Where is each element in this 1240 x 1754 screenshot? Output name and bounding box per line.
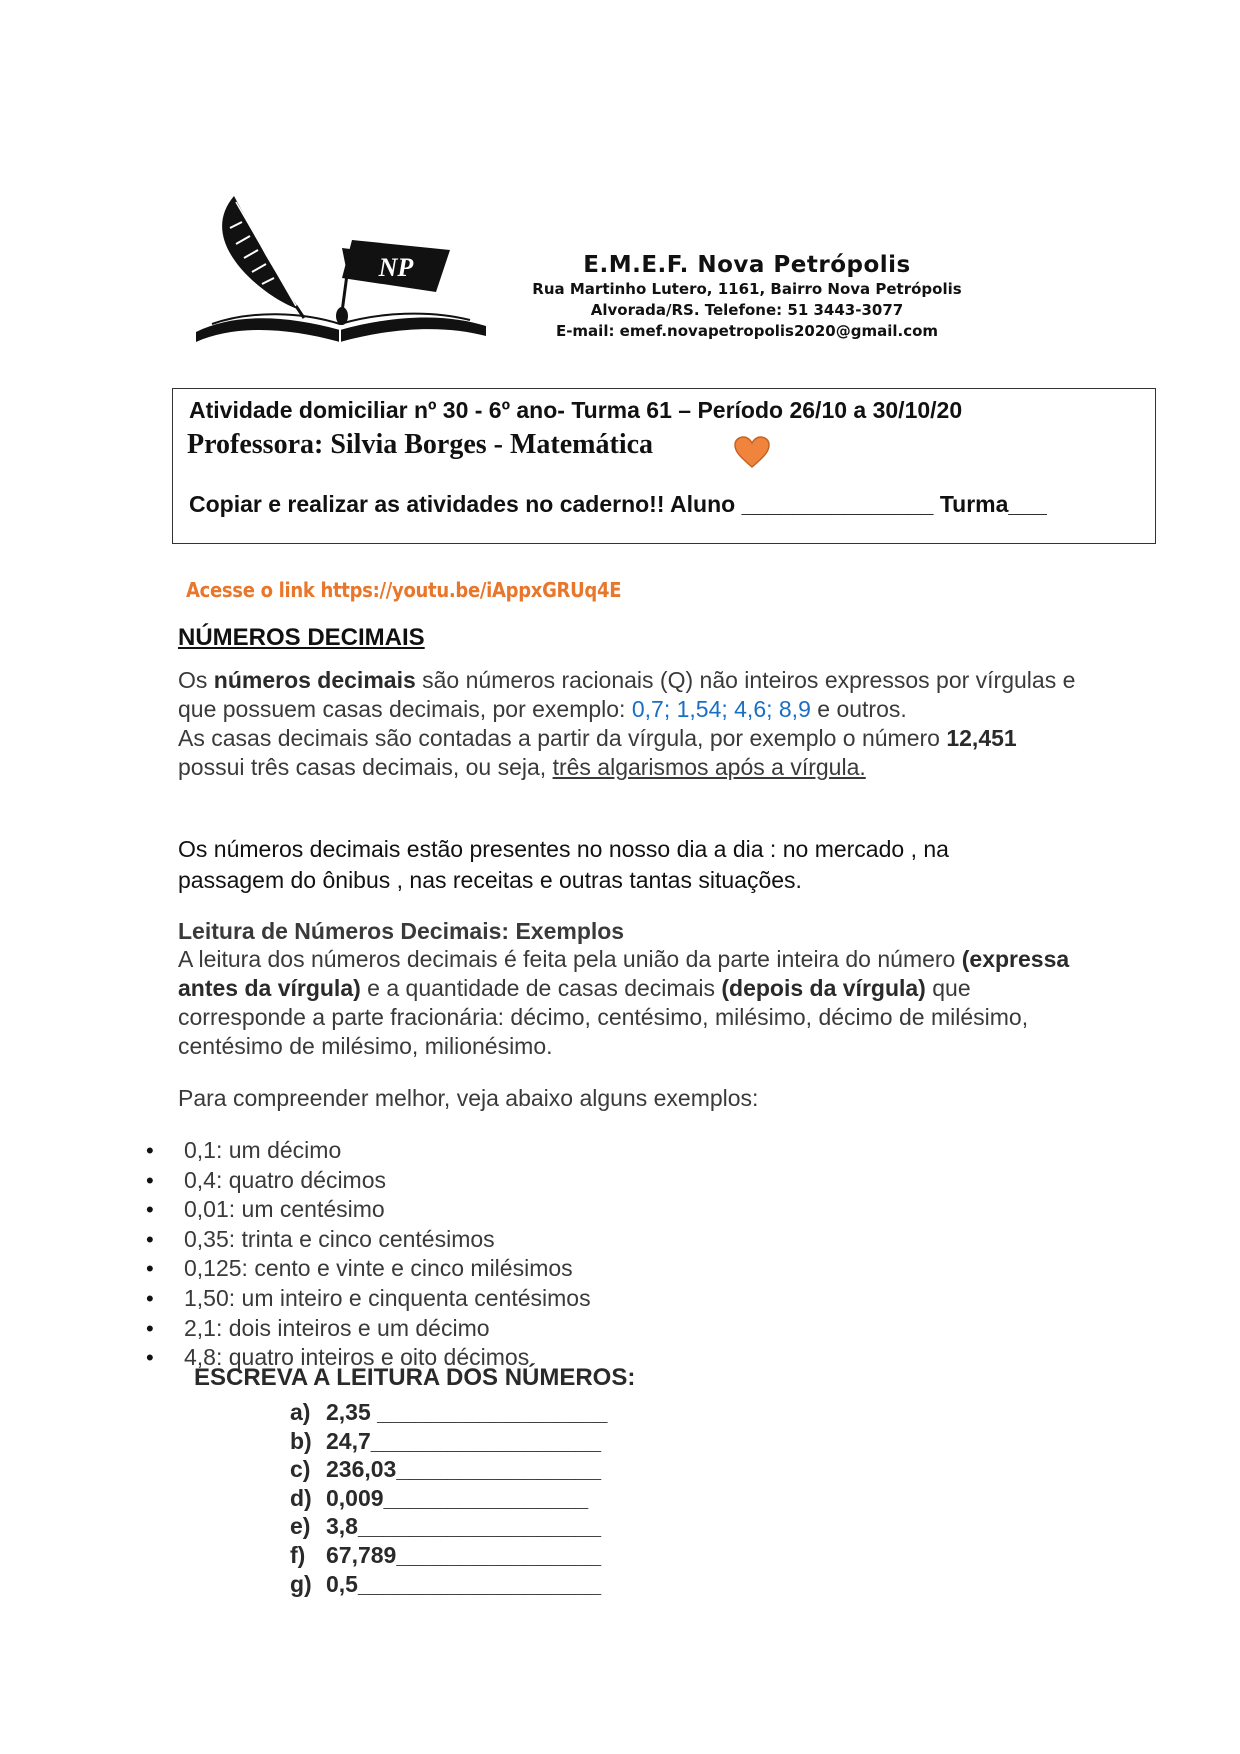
list-item: • 0,01: um centésimo [146, 1196, 385, 1223]
exercise-list [290, 1398, 607, 1598]
school-email: E-mail: emef.novapetropolis2020@gmail.com [555, 322, 939, 340]
reading-heading: Leitura de Números Decimais: Exemplos [178, 918, 625, 944]
list-item: • 2,1: dois inteiros e um décimo [146, 1314, 490, 1341]
list-item: • 0,1: um décimo [146, 1137, 342, 1163]
examples-intro: Para compreender melhor, veja abaixo alguns exemplos: [178, 1085, 759, 1111]
list-item: • 1,50: um inteiro e cinquenta centésimos [146, 1284, 591, 1311]
svg-text:NP: NP [378, 253, 414, 282]
school-address-line2: Alvorada/RS. Telefone: 51 3443-3077 [590, 301, 904, 319]
teacher-line: Professora: Silvia Borges - Matemática [187, 429, 654, 460]
exercise-item: c) 236,03________________ [290, 1456, 602, 1483]
exercise-item: a) 2,35 __________________ [290, 1399, 608, 1425]
list-item: • 0,35: trinta e cinco centésimos [146, 1225, 495, 1252]
activity-header: Atividade domiciliar nº 30 - 6º ano- Turma 61 – Período 26/10 a 30/10/20 [189, 397, 963, 423]
school-address-line1: Rua Martinho Lutero, 1161, Bairro Nova Petrópolis [532, 280, 962, 298]
quill-icon [222, 196, 304, 318]
exercise-item: f) 67,789________________ [290, 1541, 602, 1568]
exercise-item: b) 24,7__________________ [290, 1427, 602, 1454]
heart-icon [733, 435, 771, 469]
activity-info-box [172, 388, 1156, 544]
list-item: • 0,4: quatro décimos [146, 1166, 387, 1193]
decimal-examples: 0,7; 1,54; 4,6; 8,9 [631, 696, 811, 722]
exercise-title: ESCREVA A LEITURA DOS NÚMEROS: [194, 1364, 636, 1391]
instruction-line: Copiar e realizar as atividades no caderno!! Aluno _______________ Turma___ [189, 491, 1047, 517]
exercise-item: d) 0,009________________ [290, 1484, 589, 1511]
section-title: NÚMEROS DECIMAIS [178, 624, 425, 651]
exercise-item: g) 0,5___________________ [290, 1570, 602, 1597]
school-name: E.M.E.F. Nova Petrópolis [583, 252, 911, 278]
school-logo [192, 192, 492, 352]
intro-paragraph: Os números decimais são números racionais (Q) não inteiros expressos por vírgulas e que possuem casas decimais, por exemplo: 0,7; 1,54; 4,6; 8,9 e outros. As casas decimais são contadas a partir da vírgula, por exemplo o número 12,451 possui três casas decimais, ou seja, três algarismos após a vírgula. [178, 667, 1076, 780]
school-info [512, 252, 982, 341]
graduation-cap-icon [336, 240, 450, 325]
daily-life-paragraph: Os números decimais estão presentes no nosso dia a dia : no mercado , na passagem do ônibus , nas receitas e outras tantas situações. [178, 836, 949, 893]
examples-list [146, 1136, 591, 1373]
video-link[interactable]: Acesse o link https://youtu.be/iAppxGRUq4E [186, 578, 622, 602]
exercise-item: e) 3,8___________________ [290, 1513, 602, 1540]
list-item: • 0,125: cento e vinte e cinco milésimos [146, 1255, 573, 1282]
reading-paragraph: A leitura dos números decimais é feita pela união da parte inteira do número (expressa antes da vírgula) e a quantidade de casas decimais (depois da vírgula) que corresponde a parte fracionária: décimo, centésimo, milésimo, décimo de milésimo, centésimo de milésimo, milionésimo. [178, 946, 1070, 1059]
list-item: • 4,8: quatro inteiros e oito décimos [146, 1344, 530, 1371]
